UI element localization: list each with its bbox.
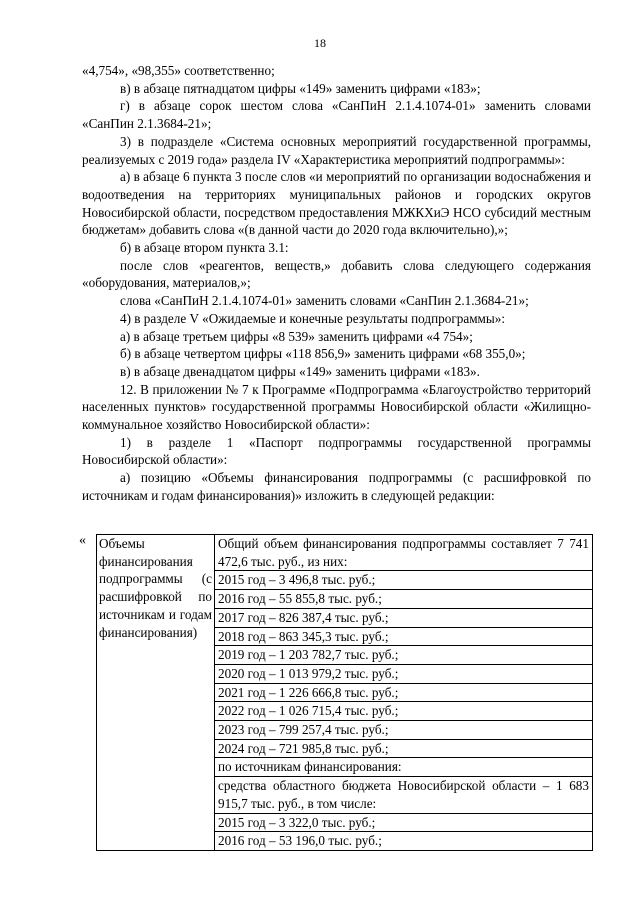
table-cell: 2024 год – 721 985,8 тыс. руб.; [215, 739, 593, 758]
table-cell: 2019 год – 1 203 782,7 тыс. руб.; [215, 646, 593, 665]
page-number: 18 [314, 36, 326, 50]
table-cell: 2021 год – 1 226 666,8 тыс. руб.; [215, 683, 593, 702]
table-cell: средства областного бюджета Новосибирской области – 1 683 915,7 тыс. руб., в том числе: [215, 777, 593, 813]
table-cell: 2015 год – 3 496,8 тыс. руб.; [215, 571, 593, 590]
paragraph: г) в абзаце сорок шестом слова «СанПиН 2.1.4.1074-01» заменить словами «СанПин 2.1.3684-21»; [82, 98, 591, 132]
table-cell: 2023 год – 799 257,4 тыс. руб.; [215, 721, 593, 740]
table-left-cell: Объемы финансирования подпрограммы (с расшифровкой по источникам и годам финансирования) [97, 535, 215, 851]
body-text [82, 62, 591, 505]
financing-table [96, 534, 593, 851]
paragraph: а) в абзаце третьем цифры «8 539» заменить цифрами «4 754»; [120, 328, 473, 344]
table-cell: по источникам финансирования: [215, 758, 593, 777]
paragraph: б) в абзаце четвертом цифры «118 856,9» заменить цифрами «68 355,0»; [120, 346, 526, 362]
table-cell: 2016 год – 55 855,8 тыс. руб.; [215, 590, 593, 609]
table-cell: 2017 год – 826 387,4 тыс. руб.; [215, 608, 593, 627]
paragraph: 4) в разделе V «Ожидаемые и конечные результаты подпрограммы»: [120, 310, 506, 326]
table-cell: 2015 год – 3 322,0 тыс. руб.; [215, 813, 593, 832]
table-cell: 2016 год – 53 196,0 тыс. руб.; [215, 832, 593, 851]
paragraph: 12. В приложении № 7 к Программе «Подпрограмма «Благоустройство территорий населенных пунктов» государственной программы Новосибирской области «Жилищно-коммунальное хозяйство Новосибирской области»: [82, 381, 591, 433]
paragraph: слова «СанПиН 2.1.4.1074-01» заменить словами «СанПин 2.1.3684-21»; [120, 293, 529, 309]
paragraph: б) в абзаце втором пункта 3.1: [120, 240, 289, 256]
table-cell: 2020 год – 1 013 979,2 тыс. руб.; [215, 664, 593, 683]
table-cell: 2018 год – 863 345,3 тыс. руб.; [215, 627, 593, 646]
paragraph: «4,754», «98,355» соответственно; [82, 63, 275, 78]
paragraph: в) в абзаце пятнадцатом цифры «149» заменить цифрами «183»; [120, 80, 481, 96]
opening-quote: « [79, 533, 86, 548]
paragraph: 1) в разделе 1 «Паспорт подпрограммы государственной программы Новосибирской области»: [82, 434, 591, 468]
paragraph: 3) в подразделе «Система основных мероприятий государственной программы, реализуемых с 2019 года» раздела IV «Характеристика мероприятий подпрограммы»: [82, 133, 591, 167]
paragraph: в) в абзаце двенадцатом цифры «149» заменить цифрами «183». [120, 363, 480, 379]
paragraph: после слов «реагентов, веществ,» добавить слова следующего содержания «оборудования, материалов,»; [82, 257, 591, 291]
table-row [97, 535, 593, 571]
table-cell: 2022 год – 1 026 715,4 тыс. руб.; [215, 702, 593, 721]
table-lead-cell: Общий объем финансирования подпрограммы составляет 7 741 472,6 тыс. руб., из них: [215, 535, 593, 571]
paragraph: а) позицию «Объемы финансирования подпрограммы (с расшифровкой по источникам и годам финансирования)» изложить в следующей редакции: [82, 470, 591, 503]
paragraph: а) в абзаце 6 пункта 3 после слов «и мероприятий по организации водоснабжения и водоотведения на территориях муниципальных районов и городских округов Новосибирской области, посредством предоставления МЖКХиЭ НСО субсидий местным бюджетам» добавить слова «(в данной части до 2020 года включительно),»; [82, 169, 591, 238]
